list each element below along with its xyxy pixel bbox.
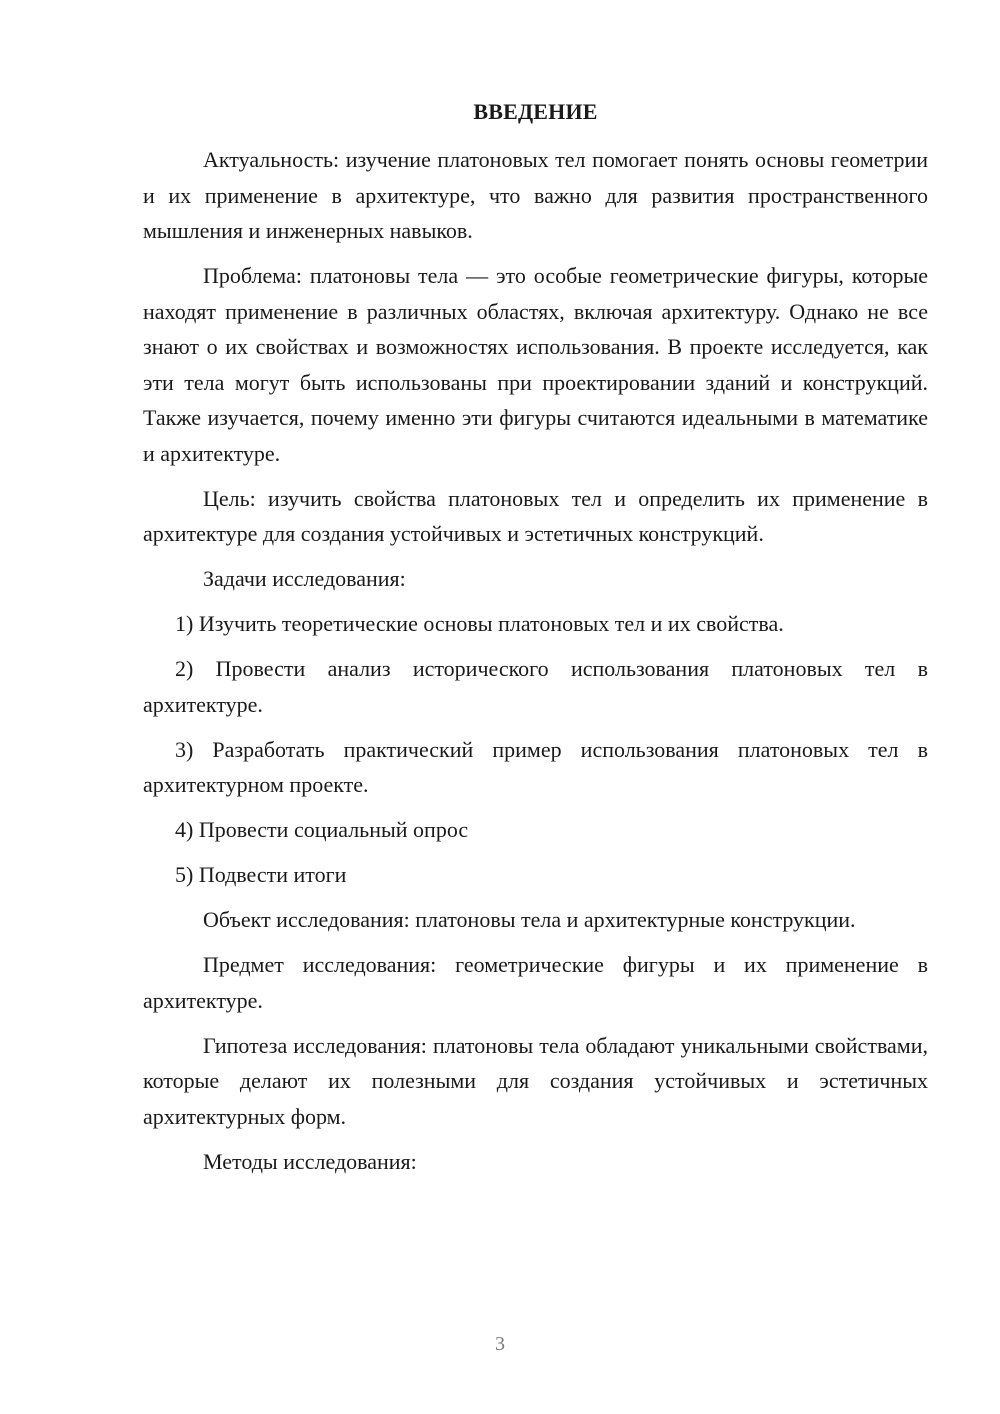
section-title: ВВЕДЕНИЕ — [473, 99, 598, 124]
paragraph-problem: Проблема: платоновы тела — это особые геометрические фигуры, которые находят применение в различных областях, включая архитектуру. Однако не все знают о их свойствах и возможностях использования. В проекте исследуется, как эти тела могут быть использованы при проектировании зданий и конструкций. Также изучается, почему именно эти фигуры считаются идеальными в математике и архитектуре. — [143, 263, 928, 466]
paragraph-hypothesis: Гипотеза исследования: платоновы тела обладают уникальными свойствами, которые делают их полезными для создания устойчивых и эстетичных архитектурных форм. — [143, 1032, 928, 1129]
list-item-task-3: 3) Разработать практический пример использования платоновых тел в архитектурном проекте. — [143, 736, 928, 797]
list-item-task-4: 4) Провести социальный опрос — [175, 817, 469, 842]
list-item-task-5: 5) Подвести итоги — [175, 862, 347, 887]
paragraph-relevance: Актуальность: изучение платоновых тел помогает понять основы геометрии и их применение в архитектуре, что важно для развития пространственного мышления и инженерных навыков. — [143, 147, 928, 243]
paragraph-subject: Предмет исследования: геометрические фигуры и их применение в архитектуре. — [143, 952, 928, 1013]
paragraph-tasks-heading: Задачи исследования: — [203, 566, 406, 591]
list-item-task-1: 1) Изучить теоретические основы платоновых тел и их свойства. — [175, 611, 784, 636]
paragraph-goal: Цель: изучить свойства платоновых тел и определить их применение в архитектуре для создания устойчивых и эстетичных конструкций. — [143, 485, 928, 546]
list-item-task-2: 2) Провести анализ исторического использования платоновых тел в архитектуре. — [143, 656, 928, 717]
paragraph-methods: Методы исследования: — [203, 1148, 417, 1174]
document-body — [143, 142, 928, 1189]
page-number: 3 — [495, 1333, 505, 1355]
paragraph-object: Объект исследования: платоновы тела и архитектурные конструкции. — [203, 907, 856, 932]
